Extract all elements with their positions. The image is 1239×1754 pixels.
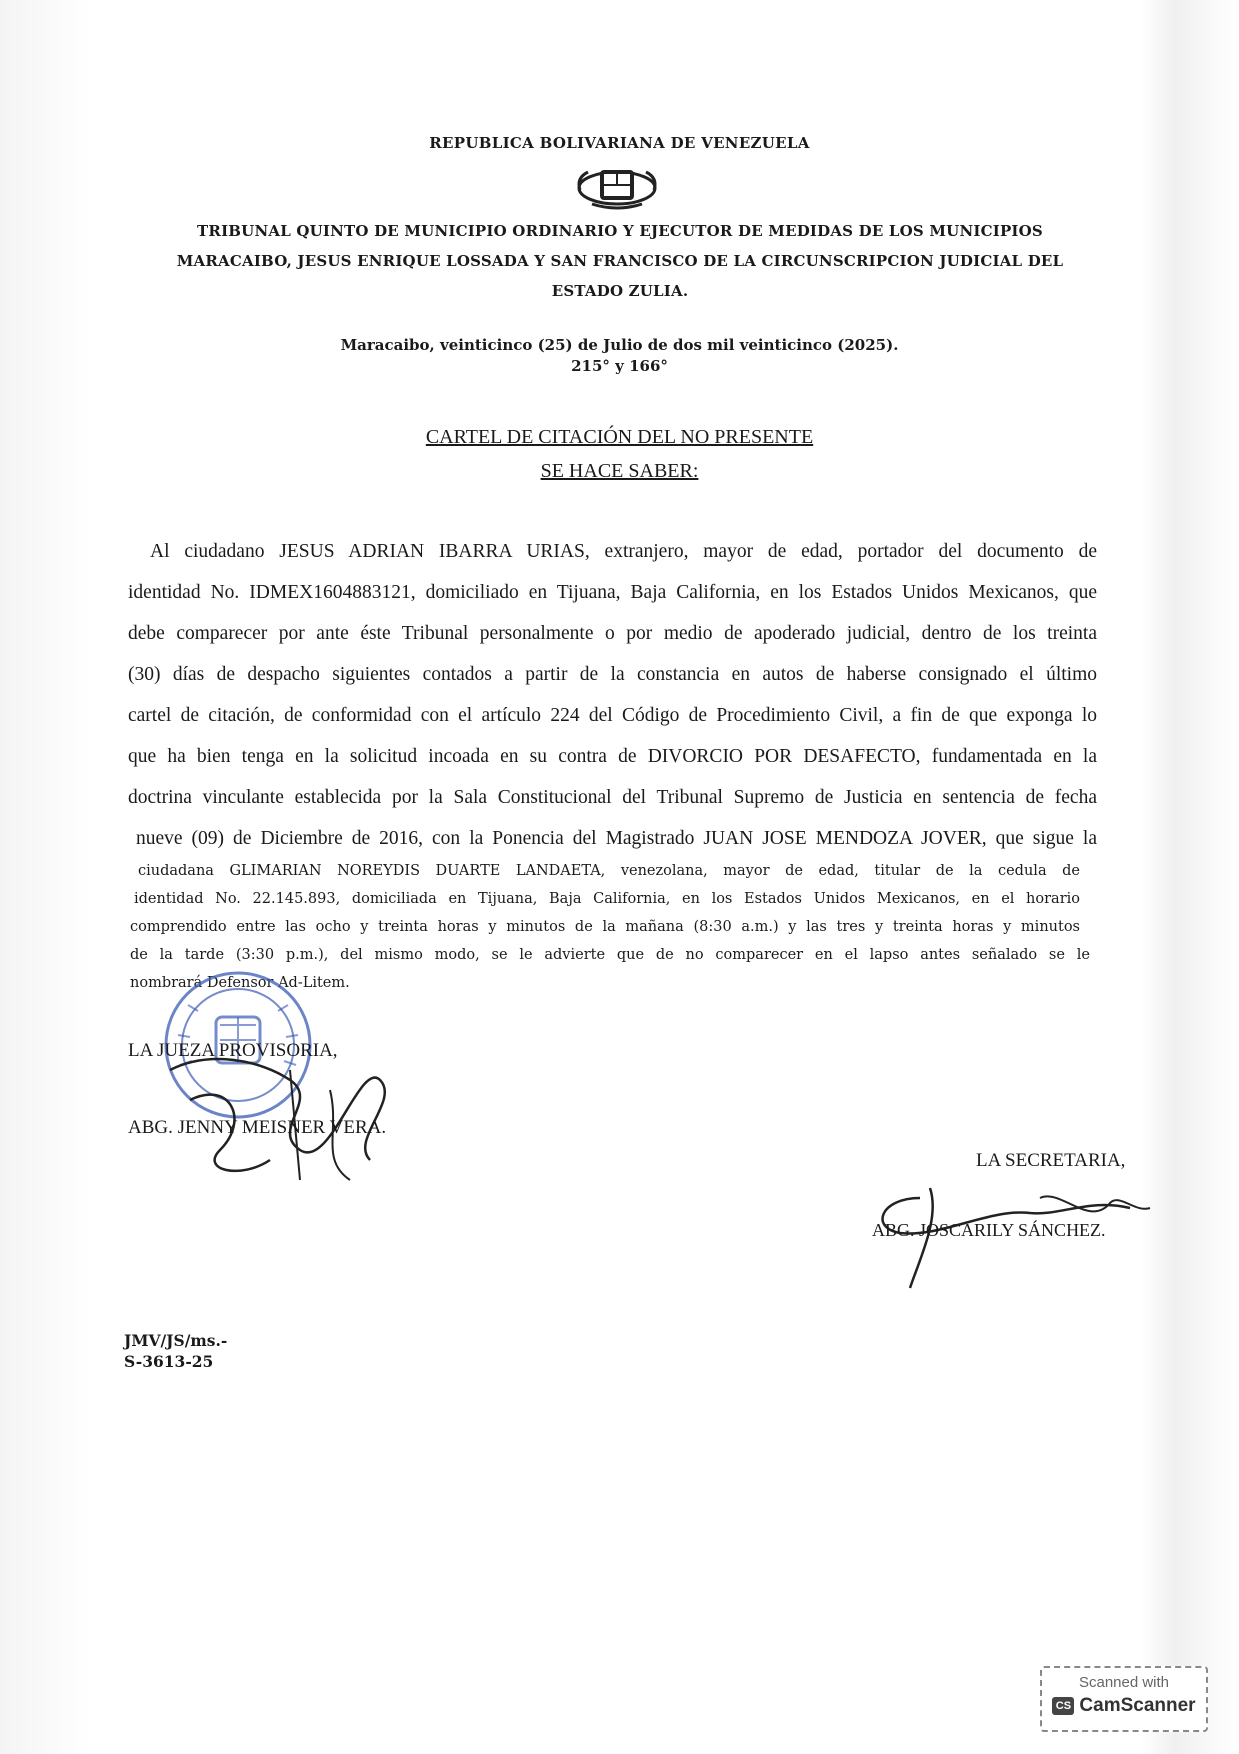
body-line: ciudadana GLIMARIAN NOREYDIS DUARTE LANDAETA, venezolana, mayor de edad, titular de la cedula de <box>138 863 1080 879</box>
secretary-name: ABG. JOSCARILY SÁNCHEZ. <box>872 1220 1106 1240</box>
court-line: TRIBUNAL QUINTO DE MUNICIPIO ORDINARIO Y EJECUTOR DE MEDIDAS DE LOS MUNICIPIOS <box>197 222 1043 240</box>
body-line: nombrará Defensor Ad-Litem. <box>130 975 350 991</box>
country-heading: REPUBLICA BOLIVARIANA DE VENEZUELA <box>429 134 810 152</box>
file-reference <box>124 1330 227 1372</box>
judge-title: LA JUEZA PROVISORIA, <box>128 1040 338 1061</box>
court-line: MARACAIBO, JESUS ENRIQUE LOSSADA Y SAN FRANCISCO DE LA CIRCUNSCRIPCION JUDICIAL DEL <box>176 252 1064 270</box>
camscanner-watermark <box>1040 1666 1208 1732</box>
camscanner-logo-icon: CS <box>1052 1697 1074 1715</box>
title-line-2: SE HACE SABER: <box>540 460 699 482</box>
secretary-title: LA SECRETARIA, <box>976 1150 1126 1171</box>
judge-signature <box>150 1040 410 1190</box>
body-line: nueve (09) de Diciembre de 2016, con la Ponencia del Magistrado JUAN JOSE MENDOZA JOVER, que sigue la <box>136 828 1097 849</box>
body-line: debe comparecer por ante éste Tribunal personalmente o por medio de apoderado judicial, dentro de los treinta <box>128 623 1097 644</box>
court-line: ESTADO ZULIA. <box>551 282 689 300</box>
watermark-brand: CamScanner <box>1079 1695 1196 1716</box>
coat-of-arms-emblem <box>572 160 662 210</box>
body-line: doctrina vinculante establecida por la Sala Constitucional del Tribunal Supremo de Justicia en sentencia de fecha <box>128 787 1097 808</box>
date-line: Maracaibo, veinticinco (25) de Julio de dos mil veinticinco (2025). <box>340 336 899 354</box>
body-line: comprendido entre las ocho y treinta horas y minutos de la mañana (8:30 a.m.) y las tres y treinta horas y minutos <box>130 919 1080 935</box>
body-line: identidad No. 22.145.893, domiciliada en Tijuana, Baja California, en los Estados Unidos Mexicanos, en el horario <box>134 891 1080 907</box>
body-line: que ha bien tenga en la solicitud incoada en su contra de DIVORCIO POR DESAFECTO, fundamentada en la <box>128 746 1097 767</box>
reference-file-number: S-3613-25 <box>124 1352 214 1371</box>
years-line: 215° y 166° <box>571 357 668 375</box>
body-line: identidad No. IDMEX1604883121, domiciliado en Tijuana, Baja California, en los Estados Unidos Mexicanos, que <box>128 582 1097 603</box>
watermark-brand-row <box>1042 1695 1206 1717</box>
title-line-1: CARTEL DE CITACIÓN DEL NO PRESENTE <box>425 426 814 448</box>
citation-body <box>128 531 1097 859</box>
court-name <box>140 216 1100 306</box>
judge-name: ABG. JENNY MEISNER VERA. <box>128 1117 387 1138</box>
body-line: de la tarde (3:30 p.m.), del mismo modo, se le advierte que de no comparecer en el lapso antes señalado se le <box>130 947 1090 963</box>
body-line: cartel de citación, de conformidad con el artículo 224 del Código de Procedimiento Civil, a fin de que exponga lo <box>128 705 1097 726</box>
body-line: Al ciudadano JESUS ADRIAN IBARRA URIAS, extranjero, mayor de edad, portador del documento de <box>150 541 1097 562</box>
watermark-caption: Scanned with <box>1078 1674 1170 1691</box>
document-date <box>0 335 1239 377</box>
document-title <box>0 420 1239 488</box>
reference-initials: JMV/JS/ms.- <box>124 1331 228 1350</box>
body-line: (30) días de despacho siguientes contados a partir de la constancia en autos de haberse consignado el último <box>128 664 1097 685</box>
